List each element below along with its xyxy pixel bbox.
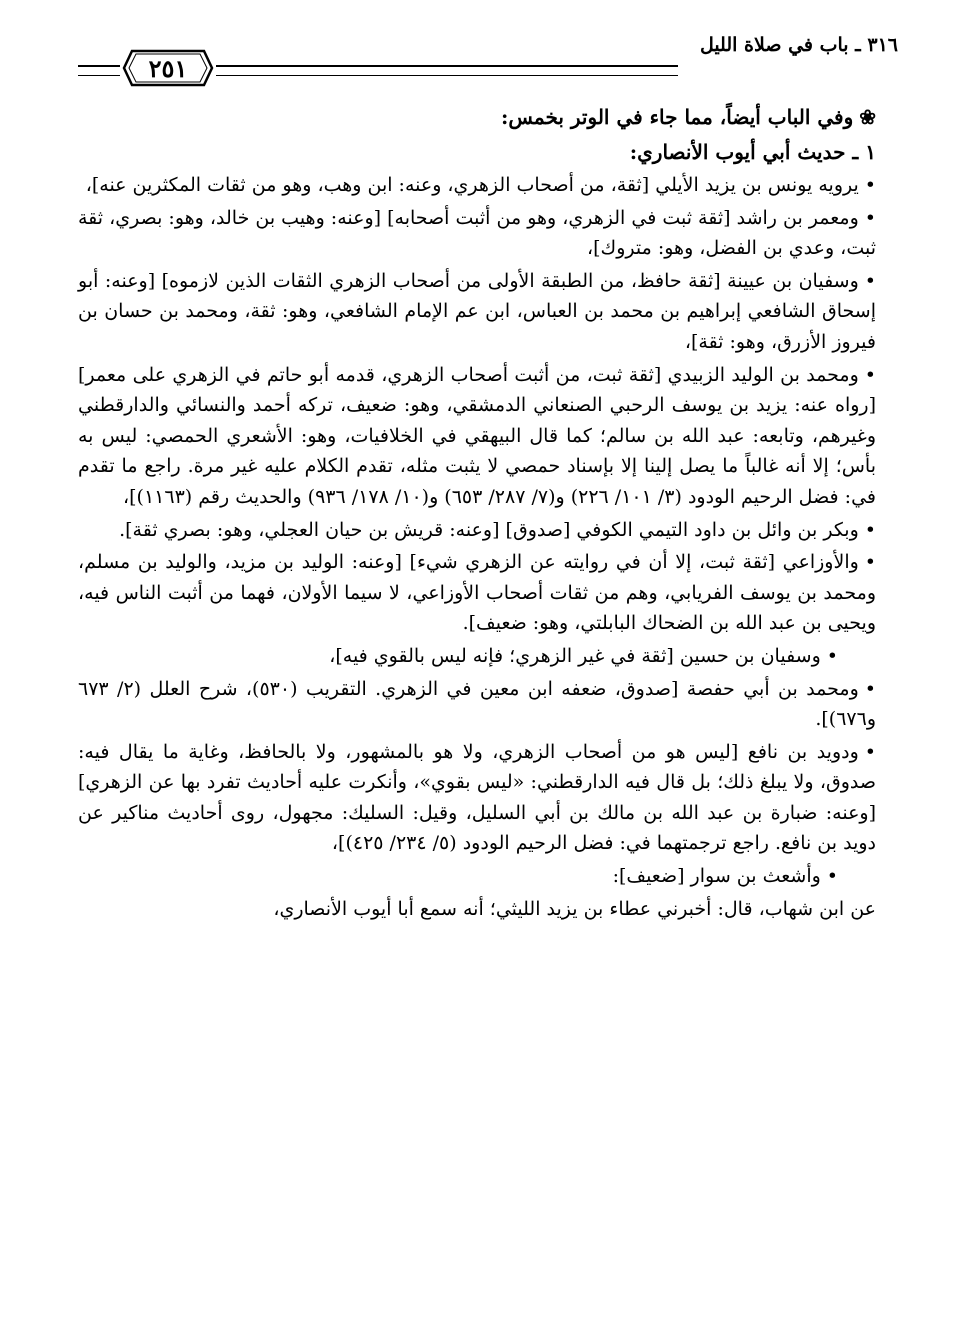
bullet-icon: •	[864, 518, 876, 541]
narrator-paragraph	[78, 360, 898, 513]
paragraph-text: ومحمد بن أبي حفصة [صدوق، ضعفه ابن معين في الزهري. التقريب (٥٣٠)، شرح العلل (٢/ ٦٧٣ و٦٧٦)].	[78, 677, 876, 731]
running-head: ٣١٦ ـ باب في صلاة الليل	[699, 34, 898, 56]
narrator-paragraph	[78, 674, 898, 735]
bullet-icon: •	[864, 269, 876, 292]
bullet-icon: •	[826, 865, 838, 888]
narrator-paragraph	[78, 266, 898, 358]
narrator-paragraph	[78, 641, 898, 672]
narrator-paragraph	[78, 547, 898, 639]
paragraph-text: ومعمر بن راشد [ثقة ثبت في الزهري، وهو من أثبت أصحابه] [وعنه: وهيب بن خالد، وهو: بصري، ثقة ثبت، وعدي بن الفضل، وهو: متروك]،	[78, 206, 876, 260]
page-number-badge	[122, 48, 214, 88]
bullet-icon: •	[864, 206, 876, 229]
bullet-icon: •	[864, 363, 876, 386]
paragraph-text: يرويه يونس بن يزيد الأيلي [ثقة، من أصحاب الزهري، وعنه: ابن وهب، وهو من ثقات المكثرين عنه]،	[85, 174, 859, 196]
hadith-title: ١ ـ حديث أبي أيوب الأنصاري:	[629, 140, 876, 164]
closing-paragraph: عن ابن شهاب، قال: أخبرني عطاء بن يزيد الليثي؛ أنه سمع أبا أيوب الأنصاري،	[273, 897, 876, 920]
bullet-icon: •	[864, 740, 876, 763]
book-page	[78, 30, 898, 1330]
page-body	[78, 100, 898, 924]
rule-right	[216, 65, 678, 76]
rule-left	[78, 65, 120, 76]
paragraph-text: وبكر بن وائل بن داود التيمي الكوفي [صدوق] [وعنه: قريش بن حيان العجلي، وهو: بصري ثقة].	[119, 518, 859, 541]
paragraph-text: ومحمد بن الوليد الزبيدي [ثقة ثبت، من أثبت أصحاب الزهري، قدمه أبو حاتم في الزهري على معمر] [رواه عنه: يزيد بن يوسف الرحبي الصنعاني الدمشقي، وهو: ضعيف، تركه أحمد والنسائي والدارقطني وغيرهم، وتابعه: عبد الله بن سالم؛ كما قال البيهقي في الخلافيات، وهو: الأشعري الحمصي: ليس به بأس؛ إلا أنه غالباً ما يصل إلينا إلا بإسناد حمصي لا يثبت مثله، تقدم الكلام عليه غير مرة. راجع ما تقدم في: فضل الرحيم الودود (٣/ ١٠١/ ٢٢٦) و(٧/ ٢٨٧/ ٦٥٣) و(١٠/ ١٧٨/ ٩٣٦) والحديث رقم (١١٦٣)]،	[78, 363, 876, 508]
paragraph-text: ودويد بن نافع [ليس هو من أصحاب الزهري، ولا هو بالمشهور، ولا بالحافظ، وغاية ما يقال فيه: صدوق، ولا يبلغ ذلك؛ بل قال فيه الدارقطني: «ليس بقوي»، وأنكرت عليه أحاديث تفرد بها عن الزهري] [وعنه: ضبارة بن عبد الله بن مالك بن أبي السليل، وقيل: السليك: مجهول، روى أحاديث مناكير عن دويد بن نافع. راجع ترجمتهما في: فضل الرحيم الودود (٥/ ٢٣٤/ ٤٢٥)]،	[78, 740, 876, 855]
narrator-paragraph	[78, 737, 898, 859]
narrator-paragraph	[78, 170, 898, 201]
narrator-paragraph	[78, 861, 898, 892]
page-header	[78, 30, 898, 90]
paragraph-text: وسفيان بن حسين [ثقة في غير الزهري؛ فإنه ليس بالقوي فيه]،	[329, 644, 821, 667]
intro-text: وفي الباب أيضاً، مما جاء في الوتر بخمس:	[501, 105, 854, 129]
paragraph-text: وأشعث بن سوار [ضعيف]:	[612, 865, 821, 888]
narrator-paragraph	[78, 515, 898, 546]
intro-line	[78, 100, 898, 135]
header-rule	[78, 48, 678, 92]
bullet-icon: •	[864, 677, 876, 700]
paragraph-text: وسفيان بن عيينة [ثقة حافظ، من الطبقة الأولى من أصحاب الزهري الثقات الذين لازموه] [وعنه: أبو إسحاق الشافعي إبراهيم بن محمد بن العباس، ابن عم الإمام الشافعي، وهو: ثقة، ومحمد بن حسان بن فيروز الأزرق، وهو: ثقة]،	[78, 269, 876, 353]
flower-ornament-icon: ❀	[859, 105, 876, 129]
bullet-icon: •	[864, 551, 876, 574]
paragraph-text: والأوزاعي [ثقة ثبت، إلا أن في روايته عن الزهري شيء] [وعنه: الوليد بن مزيد، والوليد بن مسلم، ومحمد بن يوسف الفريابي، وهم من ثقات أصحاب الأوزاعي، لا سيما الأولان، فهما من أثبت الناس فيه، ويحيى بن عبد الله بن الضحاك البابلتي، وهو: ضعيف].	[78, 551, 876, 635]
page-number: ٢٥١	[148, 54, 188, 83]
bullet-icon: •	[864, 174, 876, 196]
narrator-paragraph	[78, 203, 898, 264]
bullet-icon: •	[826, 644, 838, 667]
